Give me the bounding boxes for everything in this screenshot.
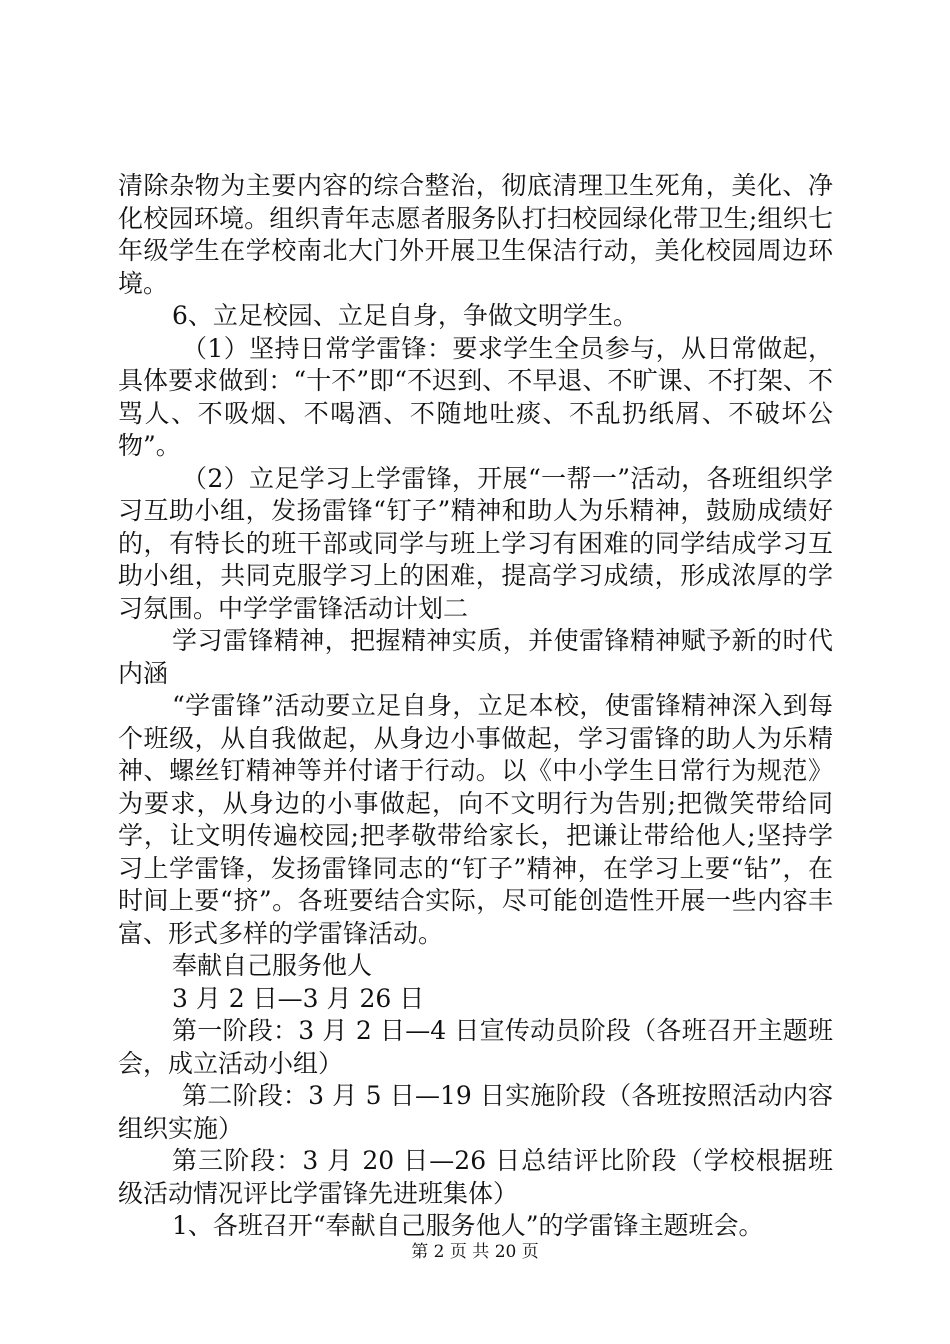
document-body xyxy=(118,170,833,1243)
paragraph-activity-overview: “学雷锋”活动要立足自身，立足本校，使雷锋精神深入到每个班级，从自我做起，从身边小事做起，学习雷锋的助人为乐精神、螺丝钉精神等并付诸于行动。以《中小学生日常行为规范》为要求，从身边的小事做起，向不文明行为告别;把微笑带给同学，让文明传遍校园;把孝敬带给家长，把谦让带给他人;坚持学习上学雷锋，发扬雷锋同志的“钉子”精神，在学习上要“钻”，在时间上要“挤”。各班要结合实际，尽可能创造性开展一些内容丰富、形式多样的学雷锋活动。 xyxy=(118,691,833,948)
paragraph-item-6-heading: 6、立足校园、立足自身，争做文明学生。 xyxy=(172,301,638,330)
paragraph-phase-3: 第三阶段：3 月 20 日—26 日总结评比阶段（学校根据班级活动情况评比学雷锋先进班集体） xyxy=(118,1146,833,1208)
paragraph-phase-1: 第一阶段：3 月 2 日—4 日宣传动员阶段（各班召开主题班会，成立活动小组） xyxy=(118,1016,833,1078)
paragraph-daily-learning: （1）坚持日常学雷锋：要求学生全员参与，从日常做起，具体要求做到：“十不”即“不迟到、不早退、不旷课、不打架、不骂人、不吸烟、不喝酒、不随地吐痰、不乱扔纸屑、不破坏公物”。 xyxy=(118,333,833,460)
paragraph-sanitation: 清除杂物为主要内容的综合整治，彻底清理卫生死角，美化、净化校园环境。组织青年志愿者服务队打扫校园绿化带卫生;组织七年级学生在学校南北大门外开展卫生保洁行动，美化校园周边环境。 xyxy=(118,171,833,298)
paragraph-item-1: 1、各班召开“奉献自己服务他人”的学雷锋主题班会。 xyxy=(172,1211,764,1240)
paragraph-phase-2: 第二阶段：3 月 5 日—19 日实施阶段（各班按照活动内容组织实施） xyxy=(118,1081,833,1143)
paragraph-date-range: 3 月 2 日—3 月 26 日 xyxy=(172,983,425,1013)
paragraph-spirit-essence: 学习雷锋精神，把握精神实质，并使雷锋精神赋予新的时代内涵 xyxy=(118,626,833,688)
paragraph-theme: 奉献自己服务他人 xyxy=(172,951,373,980)
paragraph-study-help: （2）立足学习上学雷锋，开展“一帮一”活动，各班组织学习互助小组，发扬雷锋“钉子”精神和助人为乐精神，鼓励成绩好的，有特长的班干部或同学与班上学习有困难的同学结成学习互助小组，共同克服学习上的困难，提高学习成绩，形成浓厚的学习氛围。中学学雷锋活动计划二 xyxy=(118,463,833,623)
page-number-footer: 第 2 页 共 20 页 xyxy=(411,1242,539,1262)
